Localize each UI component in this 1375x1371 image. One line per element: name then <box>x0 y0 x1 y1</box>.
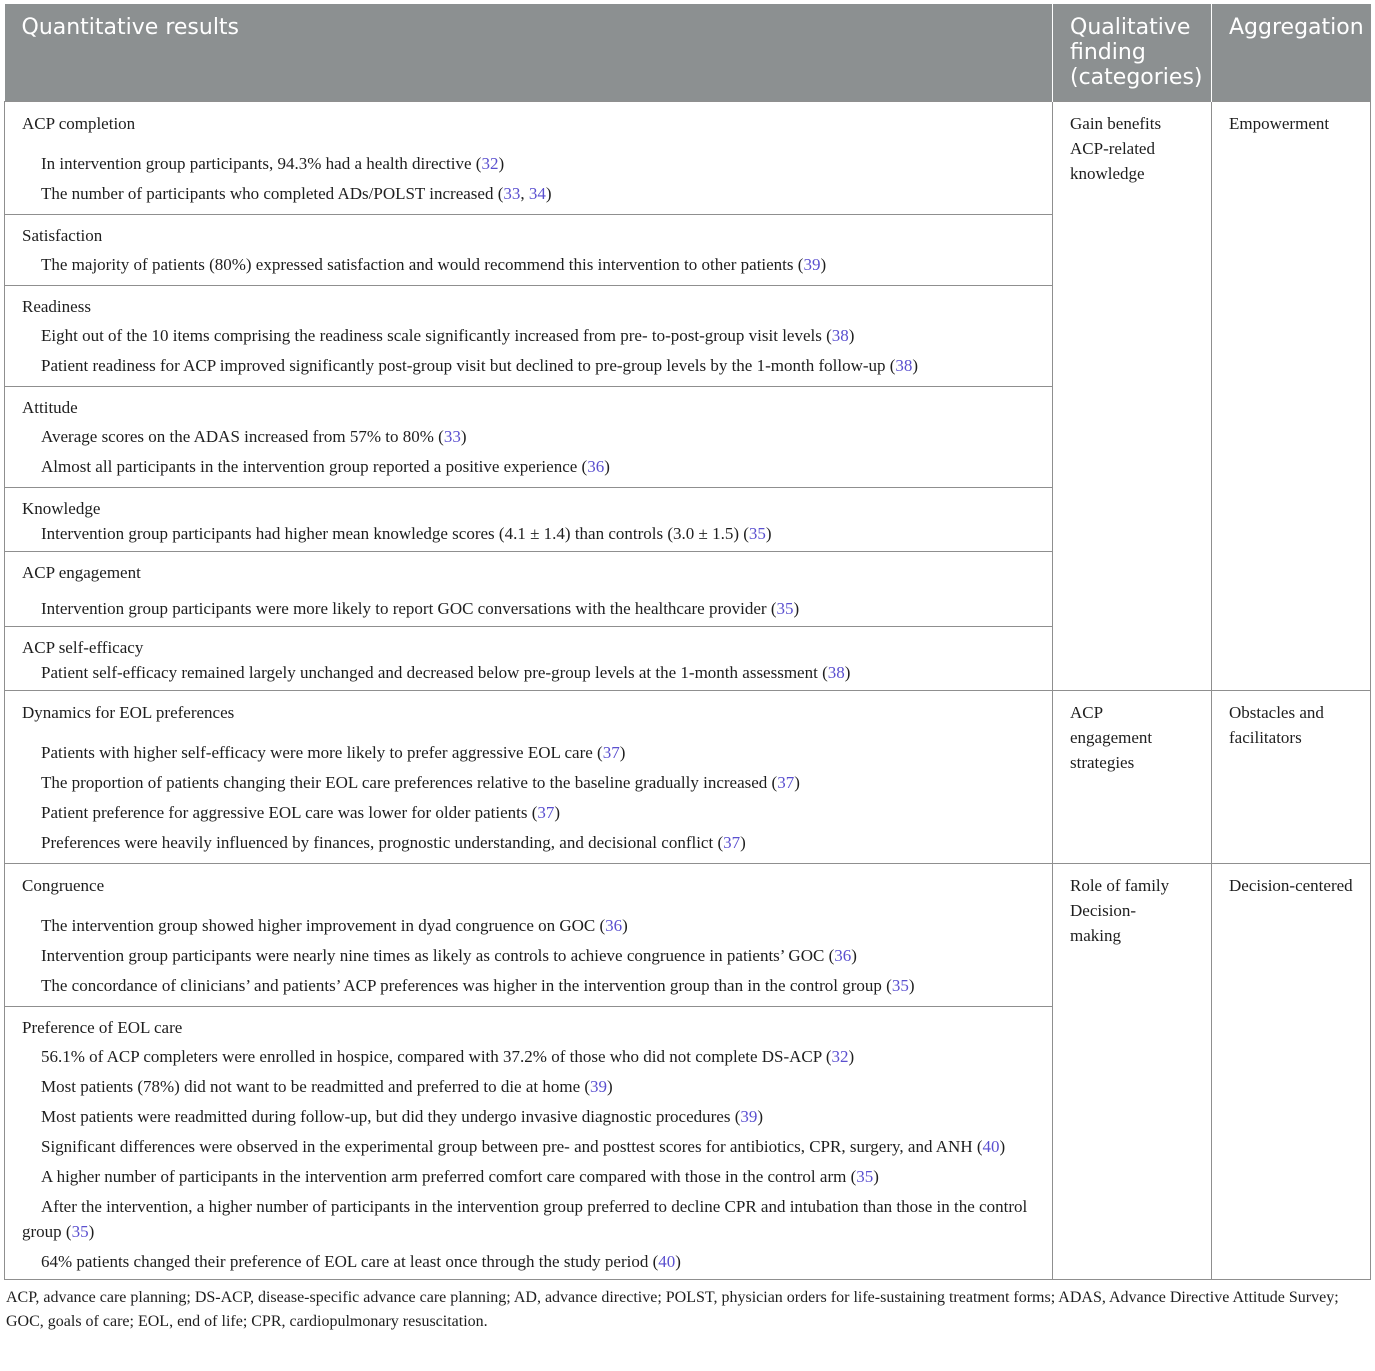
citation-close: ) <box>844 663 851 682</box>
table-row <box>5 691 1371 864</box>
citation-close: ) <box>554 803 561 822</box>
citation-close: ) <box>793 599 800 618</box>
result-item-text: Almost all participants in the intervention group reported a positive experience ( <box>41 457 588 476</box>
result-item-text: Patients with higher self-efficacy were more likely to prefer aggressive EOL care ( <box>41 743 603 762</box>
result-group-title: Satisfaction <box>22 226 103 245</box>
aggregation-cell: Empowerment <box>1212 102 1371 691</box>
result-item <box>5 424 1052 449</box>
result-group-title: Congruence <box>22 876 105 895</box>
result-item-text: Patient self-efficacy remained largely unchanged and decreased below pre-group levels at the 1-month assessment ( <box>41 663 828 682</box>
citation-link[interactable]: 39 <box>803 255 821 274</box>
citation-close: ) <box>873 1167 879 1186</box>
result-item-text: The number of participants who completed ADs/POLST increased ( <box>41 184 504 203</box>
citation-close: ) <box>740 833 746 852</box>
result-item-text: Intervention group participants were nearly nine times as likely as controls to achieve congruence in patients’ GOC ( <box>41 946 835 965</box>
result-item-text: Intervention group participants were more likely to report GOC conversations with the healthcare provider ( <box>41 599 777 618</box>
result-item-text: Preferences were heavily influenced by finances, prognostic understanding, and decisional conflict ( <box>41 833 724 852</box>
result-item <box>5 973 1052 998</box>
citation-link[interactable]: 37 <box>602 743 620 762</box>
citation-link[interactable]: 34 <box>528 184 546 203</box>
citation-close: ) <box>545 184 552 203</box>
result-item-text: The concordance of clinicians’ and patients’ ACP preferences was higher in the intervention group than in the control group ( <box>41 976 892 995</box>
result-item-text: Intervention group participants had higher mean knowledge scores (4.1 ± 1.4) than controls (3.0 ± 1.5) ( <box>41 524 749 543</box>
citation-link[interactable]: 37 <box>777 773 795 792</box>
result-item <box>5 596 1052 621</box>
result-item <box>5 660 1052 685</box>
result-item <box>5 1044 1052 1069</box>
table-footnote: ACP, advance care planning; DS-ACP, disease-specific advance care planning; AD, advance directive; POLST, physician orders for life-sustaining treatment forms; ADAS, Advance Directive Attitude Survey; GOC, goals of care; EOL, end of life; CPR, cardiopulmonary resuscitation. <box>6 1289 1339 1330</box>
quantitative-results-cell <box>5 102 1053 691</box>
citation-close: ) <box>757 1107 764 1126</box>
citation-link[interactable]: 32 <box>831 1047 849 1066</box>
result-item-text: Patient preference for aggressive EOL care was lower for older patients ( <box>41 803 538 822</box>
result-group <box>5 627 1052 690</box>
result-item-text: Most patients (78%) did not want to be readmitted and preferred to die at home ( <box>41 1077 591 1096</box>
aggregation-cell: Decision-centered <box>1212 864 1371 1280</box>
citation-close: ) <box>848 326 855 345</box>
citation-link[interactable]: 35 <box>856 1167 874 1186</box>
result-item <box>5 454 1052 479</box>
result-group-title: Readiness <box>22 297 91 316</box>
quantitative-results-cell <box>5 864 1053 1280</box>
result-item <box>5 521 1052 546</box>
qualitative-finding-cell: Gain benefits ACP-related knowledge <box>1053 102 1212 691</box>
citation-link[interactable]: 32 <box>481 154 499 173</box>
table-row <box>5 864 1371 1280</box>
result-item-text: A higher number of participants in the intervention arm preferred comfort care compared with those in the control arm ( <box>41 1167 857 1186</box>
citation-link[interactable]: 35 <box>71 1222 89 1241</box>
header-quantitative-results: Quantitative results <box>5 4 1053 102</box>
citation-close: ) <box>88 1222 95 1241</box>
citation-link[interactable]: 39 <box>590 1077 608 1096</box>
result-item <box>5 323 1052 348</box>
citation-link[interactable]: 40 <box>658 1252 676 1271</box>
qualitative-finding-cell: ACP engagement strategies <box>1053 691 1212 864</box>
result-group <box>5 864 1052 1007</box>
result-item <box>5 913 1052 938</box>
table-body <box>5 102 1371 1280</box>
result-item-text: Eight out of the 10 items comprising the readiness scale significantly increased from pre- to-post-group visit levels ( <box>41 326 832 345</box>
result-item <box>5 800 1052 825</box>
citation-link[interactable]: 38 <box>895 356 913 375</box>
result-group-title: Attitude <box>22 398 78 417</box>
result-item-text: Significant differences were observed in the experimental group between pre- and posttest scores for antibiotics, CPR, surgery, and ANH ( <box>41 1137 983 1156</box>
citation-close: ) <box>604 457 610 476</box>
citation-link[interactable]: 35 <box>748 524 766 543</box>
result-item <box>5 1249 1052 1274</box>
citation-close: ) <box>675 1252 681 1271</box>
header-aggregation: Aggregation <box>1212 4 1371 102</box>
result-group <box>5 215 1052 286</box>
result-item <box>5 740 1052 765</box>
result-group <box>5 387 1052 488</box>
result-group <box>5 552 1052 627</box>
citation-close: ) <box>999 1137 1006 1156</box>
result-item <box>5 181 1052 206</box>
result-group-title: ACP completion <box>22 114 136 133</box>
citation-link[interactable]: 39 <box>740 1107 758 1126</box>
result-item <box>5 770 1052 795</box>
result-item <box>5 151 1052 176</box>
citation-separator: , <box>520 184 529 203</box>
result-item-text: In intervention group participants, 94.3% had a health directive ( <box>41 154 482 173</box>
result-item-text: After the intervention, a higher number of participants in the intervention group preferred to decline CPR and intubation than those in the control group ( <box>22 1197 1028 1241</box>
result-item <box>5 830 1052 855</box>
result-item <box>5 1134 1052 1159</box>
header-qualitative-finding: Qualitative finding (categories) <box>1053 4 1212 102</box>
result-item-text: 64% patients changed their preference of EOL care at least once through the study period ( <box>41 1252 659 1271</box>
result-group <box>5 691 1052 863</box>
result-group-title: ACP self-efficacy <box>22 638 144 657</box>
result-item <box>5 1194 1052 1244</box>
citation-link[interactable]: 33 <box>503 184 521 203</box>
result-group <box>5 488 1052 552</box>
result-item-text: The intervention group showed higher improvement in dyad congruence on GOC ( <box>41 916 606 935</box>
results-table <box>4 4 1371 1280</box>
result-group <box>5 286 1052 387</box>
citation-close: ) <box>848 1047 855 1066</box>
citation-close: ) <box>794 773 800 792</box>
result-item <box>5 1164 1052 1189</box>
result-item-text: 56.1% of ACP completers were enrolled in hospice, compared with 37.2% of those who did not complete DS-ACP ( <box>41 1047 832 1066</box>
citation-link[interactable]: 38 <box>831 326 849 345</box>
citation-close: ) <box>498 154 505 173</box>
citation-link[interactable]: 33 <box>443 427 461 446</box>
citation-close: ) <box>622 916 628 935</box>
result-group-title: ACP engagement <box>22 563 141 582</box>
citation-link[interactable]: 36 <box>834 946 852 965</box>
result-item <box>5 252 1052 277</box>
citation-link[interactable]: 37 <box>537 803 555 822</box>
quantitative-results-cell <box>5 691 1053 864</box>
result-group <box>5 102 1052 215</box>
result-item-text: Most patients were readmitted during follow-up, but did they undergo invasive diagnostic procedures ( <box>41 1107 741 1126</box>
citation-close: ) <box>912 356 919 375</box>
result-item-text: The majority of patients (80%) expressed satisfaction and would recommend this intervention to other patients ( <box>41 255 804 274</box>
citation-close: ) <box>619 743 626 762</box>
citation-link[interactable]: 35 <box>776 599 794 618</box>
citation-close: ) <box>908 976 915 995</box>
table-header-row <box>5 4 1371 102</box>
result-item-text: Patient readiness for ACP improved significantly post-group visit but declined to pre-group levels by the 1-month follow-up ( <box>41 356 896 375</box>
result-group-title: Preference of EOL care <box>22 1018 183 1037</box>
result-group-title: Knowledge <box>22 499 101 518</box>
citation-close: ) <box>820 255 827 274</box>
result-item <box>5 1074 1052 1099</box>
result-item <box>5 1104 1052 1129</box>
results-table-container <box>4 4 1370 1334</box>
citation-close: ) <box>607 1077 613 1096</box>
aggregation-cell: Obstacles and facilitators <box>1212 691 1371 864</box>
result-item-text: Average scores on the ADAS increased from 57% to 80% ( <box>41 427 444 446</box>
result-group <box>5 1007 1052 1279</box>
qualitative-finding-cell: Role of family Decision- making <box>1053 864 1212 1280</box>
citation-close: ) <box>765 524 772 543</box>
citation-link[interactable]: 40 <box>982 1137 1000 1156</box>
table-row <box>5 102 1371 691</box>
citation-link[interactable]: 36 <box>605 916 623 935</box>
result-item <box>5 943 1052 968</box>
citation-link[interactable]: 35 <box>891 976 909 995</box>
citation-link[interactable]: 38 <box>827 663 845 682</box>
citation-link[interactable]: 37 <box>723 833 741 852</box>
citation-close: ) <box>460 427 467 446</box>
citation-link[interactable]: 36 <box>587 457 605 476</box>
result-item-text: The proportion of patients changing their EOL care preferences relative to the baseline gradually increased ( <box>41 773 778 792</box>
result-item <box>5 353 1052 378</box>
citation-close: ) <box>851 946 857 965</box>
result-group-title: Dynamics for EOL preferences <box>22 703 235 722</box>
